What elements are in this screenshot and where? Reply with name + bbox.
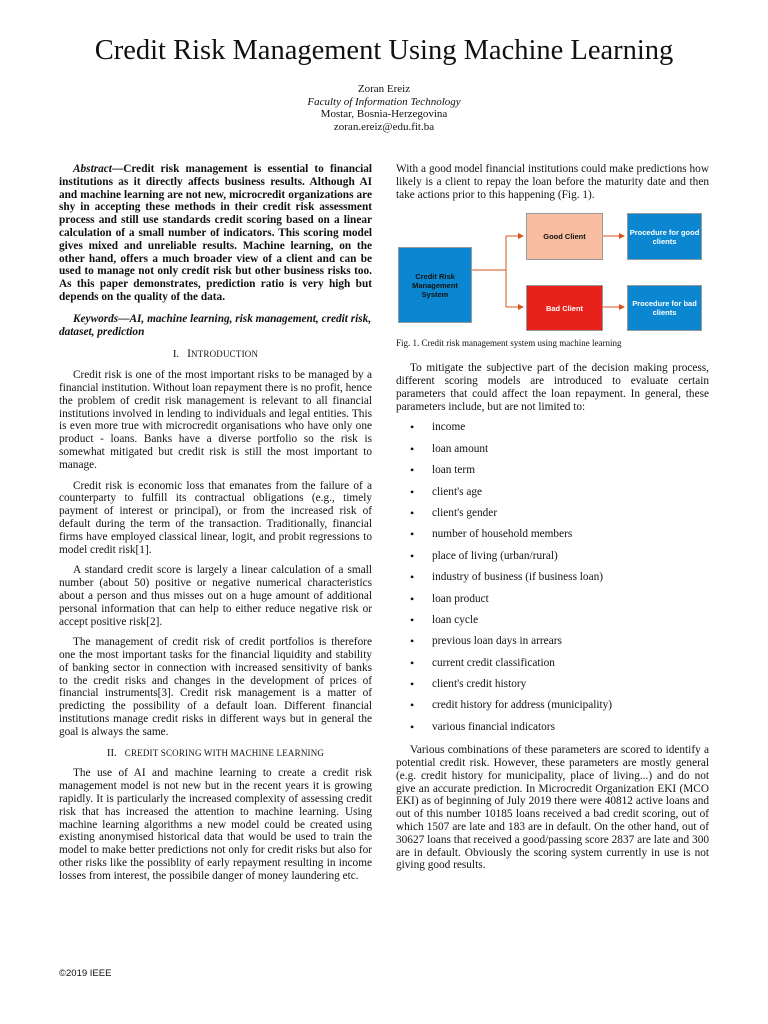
list-item: • loan product	[396, 593, 709, 614]
figure-credit-risk-diagram	[396, 213, 709, 331]
list-item: • client's gender	[396, 507, 709, 528]
list-item: • credit history for address (municipality)	[396, 699, 709, 720]
list-item: • previous loan days in arrears	[396, 635, 709, 656]
section-heading-introduction	[59, 348, 372, 361]
author-affiliation: Faculty of Information Technology	[307, 95, 461, 108]
author-block	[0, 83, 768, 133]
list-item: • loan term	[396, 464, 709, 485]
abstract-label: Abstract	[73, 163, 112, 175]
abstract-text: —Credit risk management is essential to financial institutions as it directly affects business results. Although AI and machine learning are not new, microcredit organizations are shy in accepting these methods in their credit risk assessment process and still use standards credit scoring based on a linear calculation of a small number of indicators. This scoring model gives mixed and unreliable results. Machine learning, on the other hand, offers a much broader view of a client and can be used to manage not only credit risk but other business risks too. As this paper demonstrates, prediction ratio is very high but depends on the quality of the data.	[59, 163, 372, 303]
author-name: Zoran Ereiz	[357, 83, 411, 95]
list-item: • client's credit history	[396, 678, 709, 699]
list-item: • number of household members	[396, 528, 709, 549]
list-item: • various financial indicators	[396, 721, 709, 742]
keywords-text: —AI, machine learning, risk management, credit risk, dataset, prediction	[59, 312, 372, 338]
paragraph: With a good model financial institutions could make predictions how likely is a client to repay the loan before the maturity date and then take actions prior to this happening (Fig. 1).	[396, 163, 709, 201]
section-heading-credit-scoring	[59, 747, 372, 760]
list-item: • current credit classification	[396, 657, 709, 678]
box-procedure-good: Procedure for good clients	[627, 213, 702, 260]
list-item: • industry of business (if business loan)	[396, 571, 709, 592]
copyright-footer: ©2019 IEEE	[59, 968, 112, 979]
list-item: • income	[396, 421, 709, 442]
list-item: • loan amount	[396, 443, 709, 464]
paragraph: The use of AI and machine learning to create a credit risk management model is not new but in the recent years it is growing rapidly. It is particularly the increased complexity of assessing credit risk that has increased the attention to machine learning. Using machine learning algorithms a new model could be created using existing anonymised historical data that would be used to train the model to make better predictions not only for credit risks but also for other risks like the possiblity of early repayment resulting in income losses from interest, the possibile danger of money laundering etc.	[59, 767, 372, 882]
box-bad-client: Bad Client	[526, 285, 603, 331]
figure-caption: Fig. 1. Credit risk management system using machine learning	[396, 338, 622, 349]
paragraph: Credit risk is economic loss that emanates from the failure of a counterparty to fulfill its contractual obligations (e.g., timely payment of interest or principal), or from the increased risk of default during the term of the transaction. Traditionally, financial firms have employed classical linear, logit, and probit regressions to model credit risk[1].	[59, 479, 372, 556]
section-number: II.	[106, 746, 117, 759]
keywords	[59, 313, 372, 339]
box-procedure-bad: Procedure for bad clients	[627, 285, 702, 331]
box-good-client: Good Client	[526, 213, 603, 260]
list-item: • place of living (urban/rural)	[396, 550, 709, 571]
author-location: Mostar, Bosnia-Herzegovina	[320, 108, 448, 120]
paragraph: Credit risk is one of the most important risks to be managed by a financial institution. Without loan repayment there is no profit, hence the problem of credit risk management is relevant to all financial institutions involved in lending to individuals and legal entities. This is even more true with microcredit organisations who have only one product - loans. Banks have a diverse portfolio so the risk is somewhat mitigated but credit risk is still the most important to manage.	[59, 369, 372, 471]
list-item: • client's age	[396, 486, 709, 507]
box-credit-risk-system: Credit Risk Management System	[398, 247, 472, 323]
right-column	[396, 163, 709, 880]
section-title: CREDIT SCORING WITH MACHINE LEARNING	[124, 747, 325, 758]
list-item: • loan cycle	[396, 614, 709, 635]
section-title-initial: I	[187, 348, 191, 361]
paper-title: Credit Risk Management Using Machine Learning	[94, 35, 674, 66]
abstract	[59, 163, 372, 304]
keywords-label: Keywords	[73, 312, 119, 325]
author-email[interactable]: zoran.ereiz@edu.fit.ba	[333, 120, 435, 133]
paragraph: The management of credit risk of credit portfolios is therefore one the most important tasks for the financial liquidity and stability of banking sector in connection with increased sensitivity of banks to the credit risks and changes in the development of prices of financial instruments[3]. Credit risk management is a matter of predicting the possibility of a default loan. Different financial institutions manage credit risks in different ways but in general the goal is always the same.	[59, 636, 372, 738]
section-number: I.	[172, 348, 180, 361]
paragraph: A standard credit score is largely a linear calculation of a small number (about 50) positive or negative numerical characteristics about a person and thus misses out on a huge amount of additional personal information that can help to either reduce negative risk or accept positive risk[2].	[59, 564, 372, 628]
paragraph: To mitigate the subjective part of the decision making process, different scoring models are introduced to evaluate certain parameters that could affect the loan repayment. In general, these parameters include, but are not limited to:	[396, 362, 709, 413]
paragraph: Various combinations of these parameters are scored to identify a potential credit risk. However, these parameters are mostly general (e.g. credit history for municipality, place of living...) and do not give an accurate prediction. In Microcredit Organization EKI (MCO EKI) as of beginning of July 2019 there were 40812 active loans and out of this number 10185 loans received a bad credit scoring, out of which 1507 are late and 183 are in default. On the other hand, out of 30627 loans that received a good/passing score 2837 are late and 300 are in default. Obviously the scoring system currently in use is not giving good results.	[396, 744, 709, 872]
section-title-rest: NTRODUCTION	[190, 349, 259, 360]
left-column	[59, 163, 372, 891]
parameter-list	[396, 421, 709, 742]
